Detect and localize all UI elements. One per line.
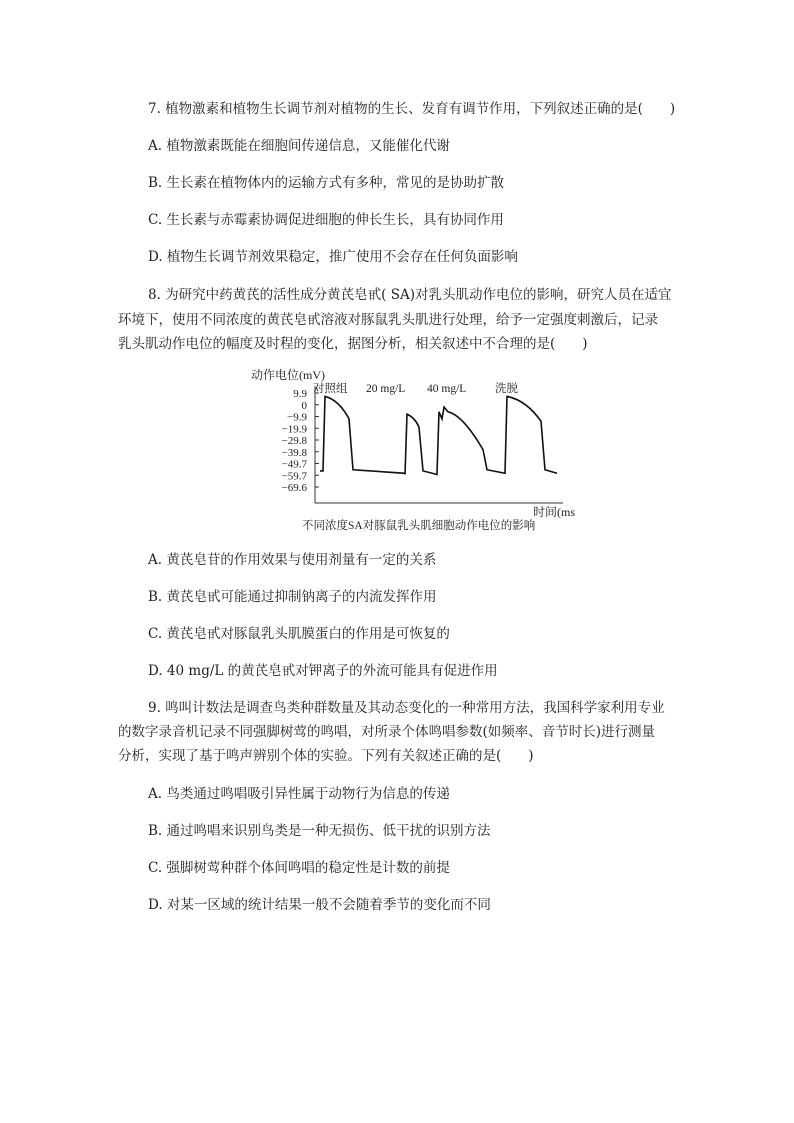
q8-option-d: D. 40 mg/L 的黄芪皂甙对钾离子的外流可能具有促进作用 [148,663,498,679]
q8-stem-line-2: 环境下，使用不同浓度的黄芪皂甙溶液对豚鼠乳头肌进行处理，给予一定强度刺激后，记录 [118,312,658,328]
q9-stem-line-2: 的数字录音机记录不同强脚树莺的鸣唱，对所录个体鸣唱参数(如频率、音节时长)进行测量 [118,724,656,740]
y-tick-label: −69.6 [281,482,307,494]
q7-option-c: C. 生长素与赤霉素协调促进细胞的伸长生长，具有协同作用 [148,212,504,228]
q8-option-c: C. 黄芪皂甙对豚鼠乳头肌膜蛋白的作用是可恢复的 [148,626,450,642]
y-tick-label: 0 [301,399,307,412]
action-potential-trace [320,396,557,474]
y-tick-label: −29.8 [281,435,307,447]
chart-xlabel: 时间(ms) [533,505,575,519]
y-tick-label: 9.9 [293,388,307,400]
q9-stem-line-1: 9. 鸣叫计数法是调查鸟类种群数量及其动态变化的一种常用方法，我国科学家利用专业 [148,700,665,716]
q9-option-d: D. 对某一区域的统计结果一般不会随着季节的变化而不同 [148,897,491,913]
q7-option-a: A. 植物激素既能在细胞间传递信息，又能催化代谢 [148,138,450,154]
y-tick-label: −9.9 [287,411,307,424]
q9-option-c: C. 强脚树莺种群个体间鸣唱的稳定性是计数的前提 [148,860,450,876]
series-label: 洗脱 [495,383,518,395]
q7-option-d: D. 植物生长调节剂效果稳定，推广使用不会存在任何负面影响 [148,249,518,265]
y-tick-label: −19.9 [281,423,307,436]
q8-option-a: A. 黄芪皂苷的作用效果与使用剂量有一定的关系 [148,552,437,568]
q8-stem-line-1: 8. 为研究中药黄芪的活性成分黄芪皂甙( SA)对乳头肌动作电位的影响，研究人员在适宜 [148,287,672,303]
series-label: 20 mg/L [366,383,406,395]
q9-option-b: B. 通过鸣唱来识别鸟类是一种无损伤、低干扰的识别方法 [148,823,491,839]
chart-ylabel: 动作电位(mV) [251,368,325,382]
q9-option-a: A. 鸟类通过鸣唱吸引异性属于动物行为信息的传递 [148,786,450,802]
series-label: 对照组 [313,383,348,395]
y-tick-label: −59.7 [281,470,307,483]
chart-title: 不同浓度SA对豚鼠乳头肌细胞动作电位的影响 [302,520,536,532]
y-tick-label: −49.7 [281,458,307,471]
action-potential-chart [245,365,575,535]
q7-option-b: B. 生长素在植物体内的运输方式有多种，常见的是协助扩散 [148,175,505,191]
chart-svg [245,365,575,535]
y-tick-label: −39.8 [281,446,307,459]
q8-option-b: B. 黄芪皂甙可能通过抑制钠离子的内流发挥作用 [148,589,437,605]
q9-stem-line-3: 分析，实现了基于鸣声辨别个体的实验。下列有关叙述正确的是( ) [118,748,534,764]
series-label: 40 mg/L [427,383,467,395]
q7-stem: 7. 植物激素和植物生长调节剂对植物的生长、发育有调节作用，下列叙述正确的是( ) [148,101,676,117]
q8-stem-line-3: 乳头肌动作电位的幅度及时程的变化，据图分析，相关叙述中不合理的是( ) [118,336,588,352]
